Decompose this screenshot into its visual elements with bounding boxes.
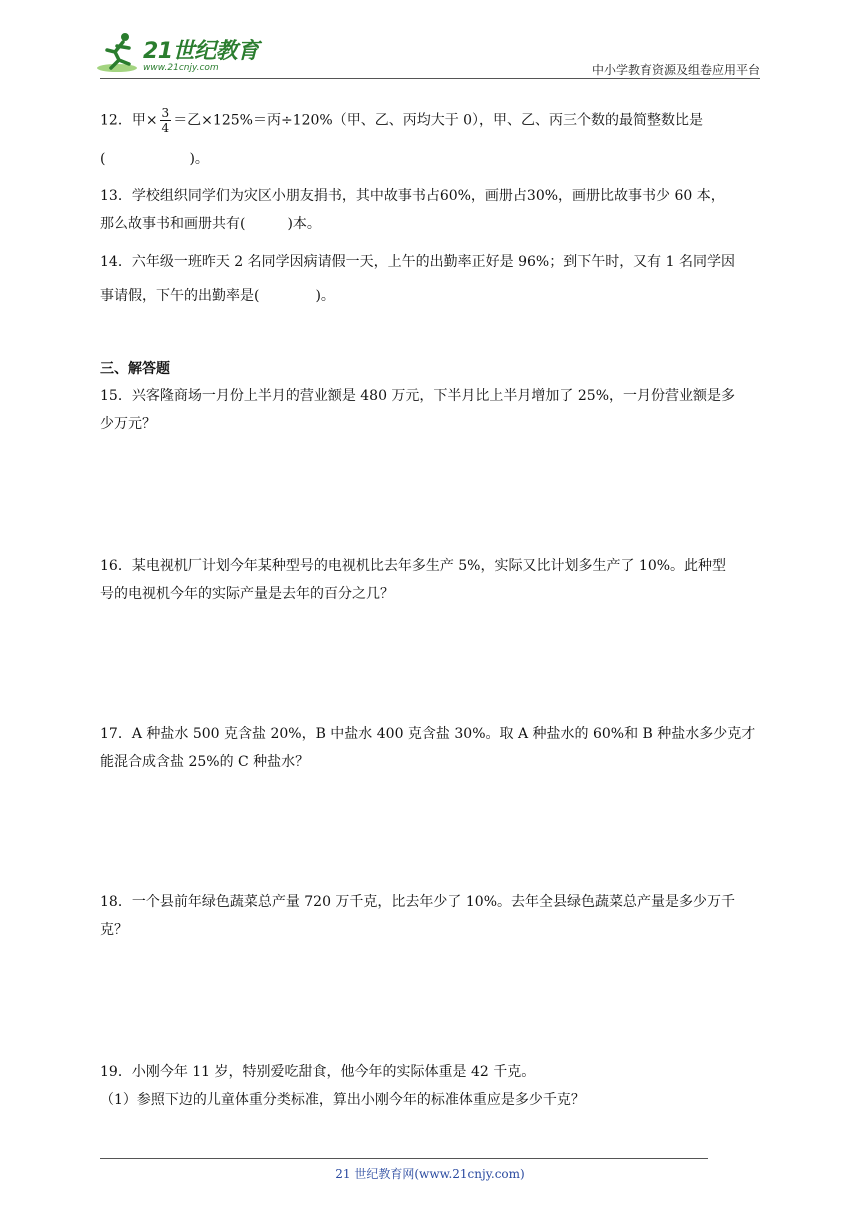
logo-url: www.21cnjy.com <box>143 63 219 73</box>
question-14-line-1: 14．六年级一班昨天 2 名同学因病请假一天，上午的出勤率正好是 96%；到下午时，又有 1 名同学因 <box>100 254 735 270</box>
question-14-line-2[interactable]: 事请假，下午的出勤率是( )。 <box>100 288 335 304</box>
question-13 <box>100 182 762 238</box>
question-15 <box>100 382 762 438</box>
question-17 <box>100 720 762 776</box>
question-15-line-2: 少万元？ <box>100 416 156 432</box>
question-19-line-2: （1）参照下边的儿童体重分类标准，算出小刚今年的标准体重应是多少千克？ <box>100 1092 585 1108</box>
question-16 <box>100 552 762 608</box>
question-13-line-2[interactable]: 那么故事书和画册共有( )本。 <box>100 216 321 232</box>
question-12-suffix: ＝乙×125%＝丙÷120%（甲、乙、丙均大于 0），甲、乙、丙三个数的最简整数比是 <box>173 112 704 129</box>
question-16-line-2: 号的电视机今年的实际产量是去年的百分之几？ <box>100 586 394 602</box>
question-17-line-2: 能混合成含盐 25%的 C 种盐水？ <box>100 754 310 770</box>
question-17-line-1: 17．A 种盐水 500 克含盐 20%，B 中盐水 400 克含盐 30%。取 A 种盐水的 60%和 B 种盐水多少克才 <box>100 726 756 742</box>
question-12-prefix: 12．甲× <box>100 112 158 129</box>
question-18 <box>100 888 762 944</box>
fraction-denominator: 4 <box>161 121 170 135</box>
question-13-line-1: 13．学校组织同学们为灾区小朋友捐书，其中故事书占60%，画册占30%，画册比故事书少 60 本， <box>100 188 725 204</box>
question-12 <box>100 106 762 173</box>
question-19-line-1: 19．小刚今年 11 岁，特别爱吃甜食，他今年的实际体重是 42 千克。 <box>100 1064 536 1080</box>
site-logo[interactable] <box>95 30 265 80</box>
question-12-line-2[interactable]: ( )。 <box>100 151 209 167</box>
question-18-line-1: 18．一个县前年绿色蔬菜总产量 720 万千克，比去年少了 10%。去年全县绿色蔬菜总产量是多少万千 <box>100 894 736 910</box>
page-footer[interactable]: 21 世纪教育网(www.21cnjy.com) <box>335 1167 525 1181</box>
fraction-three-quarters <box>160 106 172 135</box>
question-18-line-2: 克？ <box>100 922 128 938</box>
question-16-line-1: 16．某电视机厂计划今年某种型号的电视机比去年多生产 5%，实际又比计划多生产了 10%。此种型 <box>100 558 727 574</box>
page-header <box>0 0 860 80</box>
runner-logo-icon <box>95 30 143 74</box>
logo-text: 21世纪教育 <box>143 39 259 64</box>
question-14 <box>100 248 762 310</box>
fraction-numerator: 3 <box>161 106 170 120</box>
header-platform-text: 中小学教育资源及组卷应用平台 <box>591 63 760 77</box>
section-title: 三、解答题 <box>100 361 170 377</box>
question-15-line-1: 15．兴客隆商场一月份上半月的营业额是 480 万元，下半月比上半月增加了 25%，一月份营业额是多 <box>100 388 736 404</box>
footer-divider <box>100 1158 708 1159</box>
header-divider <box>100 78 760 79</box>
question-12-line-1 <box>100 106 762 135</box>
question-19 <box>100 1058 762 1114</box>
